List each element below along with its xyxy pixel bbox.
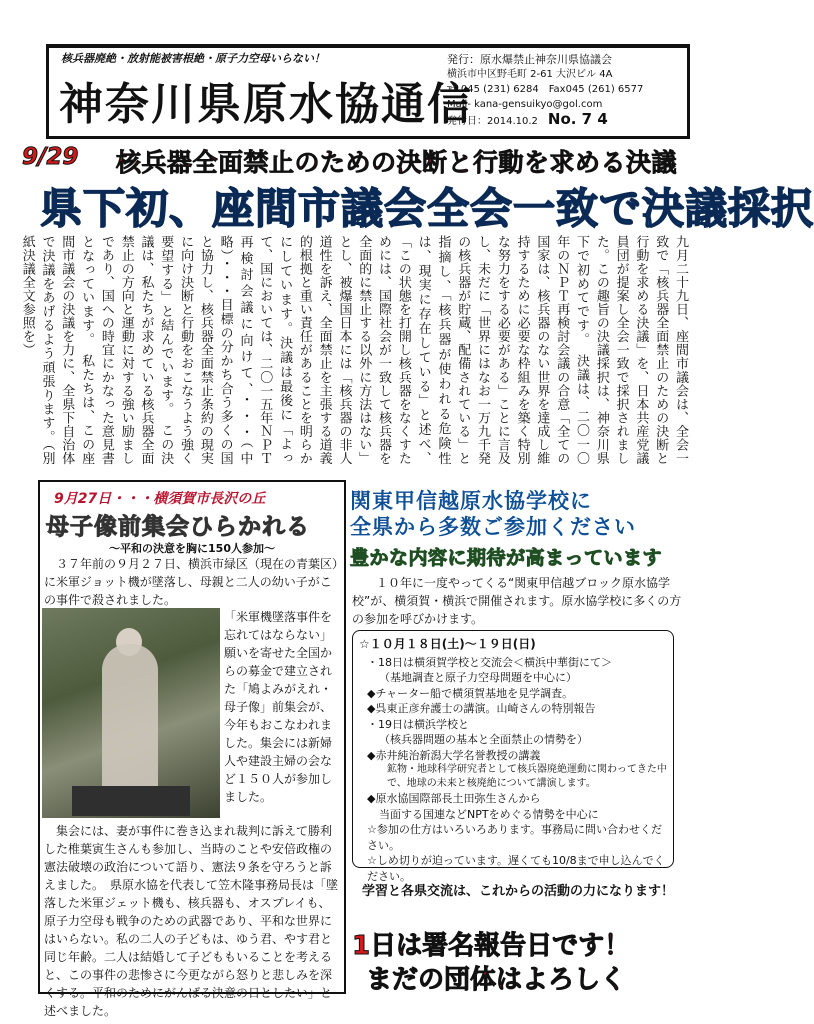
schedule-item: ・19日は横浜学校と <box>367 717 469 731</box>
newsletter-title: 神奈川県原水協通信 <box>59 79 473 130</box>
statue-plinth-shape <box>72 786 190 816</box>
publisher-info <box>447 52 677 129</box>
publisher: 発行：原水爆禁止神奈川県協議会 <box>447 53 612 66</box>
rally-paragraph-1: ３７年前の９月２７日、横浜市緑区（現在の青葉区）に米軍ジョット機が墜落し、母親と二人の幼い子がこの事件で殺されました。 <box>44 557 339 607</box>
schedule-item: ☆参加の仕方はいろいろあります。事務局に問い合わせください。 <box>367 823 662 852</box>
headline-subhead: 核兵器全面禁止のための決断と行動を求める決議 <box>116 148 678 177</box>
schedule-item: 鉱物・地球科学研究者として核兵器廃絶運動に関わってきた中で、地球の未来と核廃絶について講演します。 <box>387 764 667 789</box>
school-closing: 学習と各県交流は、これからの活動の力になります！ <box>362 884 675 899</box>
schedule-item: （核兵器問題の基本と全面禁止の情勢を） <box>379 733 588 746</box>
schedule-list <box>359 655 667 885</box>
signature-report-banner <box>352 925 672 995</box>
rally-title: 母子像前集会ひらかれる <box>46 514 310 540</box>
school-intro: １０年に一度やってくる“関東甲信越ブロック原水協学校”が、横須賀・横浜で開催されます。原水協学校に多くの方の参加を呼びかけます。 <box>352 576 682 626</box>
rally-subtitle: ～平和の決意を胸に150人参加～ <box>109 542 275 555</box>
schedule-item: 当面する国連などNPTをめぐる情勢を中心に <box>379 807 599 821</box>
rally-paragraph-2: 「米軍機墜落事件を忘れてはならない」願いを寄せた全国からの募金で建立された「鳩よみがえれ・母子像」前集会が、今年もおこなわれました。集会には新婦人や建設主婦の会など１５０人が参加しました。 <box>224 610 333 804</box>
schedule-item: ・18日は横須賀学校と交流会＜横浜中華街にて＞ <box>367 655 612 669</box>
issue-date: 発行日：2014.10.2 <box>447 116 538 127</box>
rally-article-box <box>38 480 346 1018</box>
banner-line-2: まだの団体はよろしく <box>366 965 627 995</box>
schedule-item: ◆チャーター船で横須賀基地を見学調査。 <box>367 686 574 700</box>
school-title-line-1: 関東甲信越原水協学校に <box>350 489 592 513</box>
schedule-box <box>352 630 674 883</box>
headline-main: 県下初、座間市議会全会一致で決議採択 <box>40 184 814 233</box>
mail: Mail- kana-gensuikyo@gol.com <box>447 99 603 110</box>
masthead <box>46 44 690 139</box>
mother-child-statue-photo <box>42 608 220 818</box>
masthead-slogan: 核兵器廃絶・放射能被害根絶・原子力空母いらない！ <box>61 52 325 65</box>
headline-date: 9/29 <box>22 144 79 170</box>
rally-kicker: 9月27日・・・横須賀市長沢の丘 <box>54 491 266 507</box>
schedule-item: ◆呉東正彦弁護士の講演。山崎さんの特別報告 <box>367 702 596 715</box>
address: 横浜市中区野毛町 2-61 大沢ビル 4A <box>447 69 613 80</box>
banner-line-1: 1日は署名報告日です！ <box>352 931 631 961</box>
school-title-line-2: 全県から多数ご参加ください <box>350 515 636 539</box>
schedule-item: ◆原水協国際部長土田弥生さんから <box>367 792 541 805</box>
issue-number: No. 7 4 <box>547 110 608 128</box>
rally-paragraph-3: 集会には、妻が事件に巻き込まれ裁判に訴えて勝利した椎葉寅生さんも参加し、当時のことや安倍政権の憲法破壊の政治について語り、憲法９条を守ろうと訴えました。 県原水協を代表して笠木隆事務局長は「墜落した米軍ジェット機も、核兵器も、オスプレイも、原子力空母も戦争のための武器であり、平和な世界にはいらない。私の二人の子どもは、ゆう君、やす君と同じ年齢。二人は結婚して子どももいることを考えると、この事件の悲惨さに今更ながら怒りと悲しみを深くする。平和のためにがんばる決意の日としたい」と述べました。 <box>44 824 339 1018</box>
schedule-item: （基地調査と原子力空母問題を中心に） <box>379 671 577 684</box>
schedule-item: ☆しめ切りが迫っています。遅くても10/8まで申し込んでください。 <box>367 854 665 883</box>
phone: ℡ 045 (231) 6284 Fax045 (261) 6577 <box>447 84 644 95</box>
schedule-item: ◆赤井純治新潟大学名誉教授の講義 <box>367 748 541 762</box>
school-banner: 豊かな内容に期待が高まっています <box>350 547 663 569</box>
schedule-title: ☆１０月１８日(土)～１９日(日) <box>359 637 536 651</box>
statue-body-shape <box>102 644 158 792</box>
main-article: 九月二十九日、座間市議会は、全会一致で「核兵器全面禁止のための決断と行動を求める決議」を、日本共産党議員団が提案し全会一致で採択されました。この趣旨の決議採択は、神奈川県下で初めてです。 決議は、二〇一〇年のＮＰＴ再検討会議の合意「全ての国家は、核兵器のない世界を達成し維持するために必要な枠組みを築く特別な努力をする必要がある」ことに言及し、未だに「世界にはなお一万九千発の核兵器が貯蔵、配備されている」と指摘し、「核兵器が使われる危険性は、現実に存在している」と述べ、「この状態を打開し核兵器をなくすためには、国際社会が一致して核兵器を全面的に禁止する以外に方法はない」とし、被爆国日本には「核兵器の非人道性を訴え、全面禁止を主張する道義的根拠と重い責任があることを明らかにしています。決議は最後に「よって、国においては、二〇一五年ＮＰＴ再検討会議に向けて、・・・（中略）・・・目標の分かち合う多くの国と協力し、核兵器全面禁止条約の現実に向け決断と行動をおこなうよう強く要望する」と結んでいます。 この決議は、私たちが求めている核兵器全面禁止の方向と運動に対する強い励ましであり、国への時宜にかなった意見書となっています。 私たちは、この座間市議会の決議を力に、全県下自治体で決議をあげるよう頑張ります。（別紙決議全文参照を） <box>19 235 688 465</box>
